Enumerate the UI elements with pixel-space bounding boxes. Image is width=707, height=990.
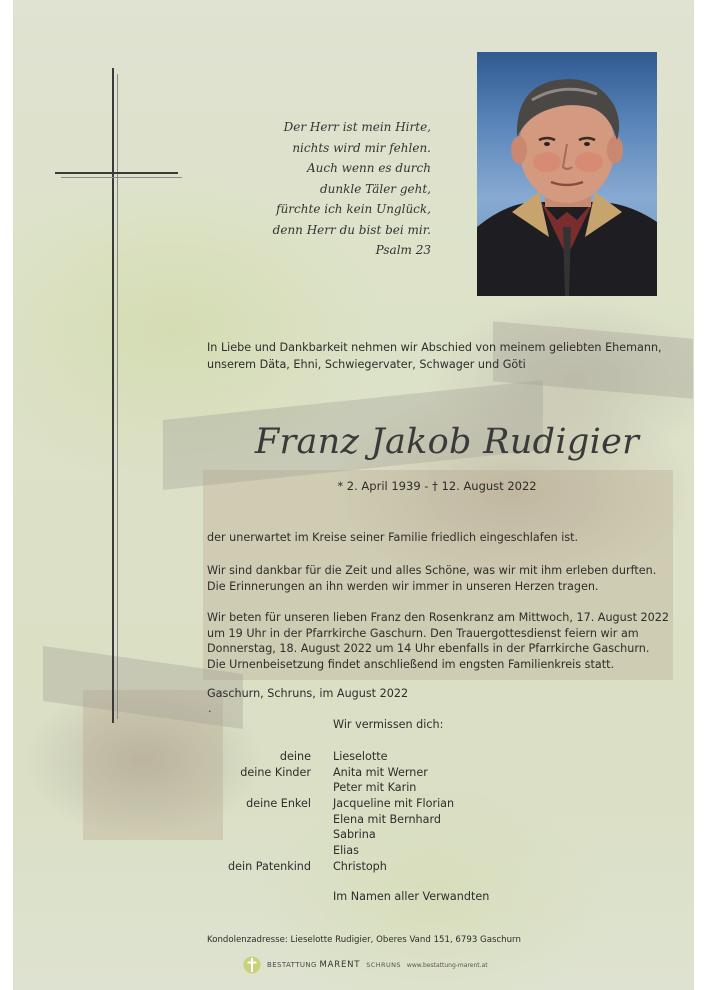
stray-dot: .: [208, 702, 212, 715]
paragraph-line: Die Erinnerungen an ihn werden wir immer in unseren Herzen tragen.: [207, 579, 599, 593]
deceased-name: Franz Jakob Rudigier: [254, 422, 640, 462]
cross-horizontal: [55, 172, 178, 174]
paragraph-line: der unerwartet im Kreise seiner Familie friedlich eingeschlafen ist.: [207, 531, 579, 544]
portrait-photo: [477, 52, 657, 296]
funeral-home-logo-icon: [243, 955, 261, 975]
paragraph-line: Donnerstag, 18. August 2022 um 14 Uhr ebenfalls in der Pfarrkirche Gaschurn.: [207, 642, 650, 656]
psalm-line: Auch wenn es durch: [307, 161, 431, 175]
psalm-line: nichts wird mir fehlen.: [292, 140, 431, 155]
psalm-line: dunkle Täler geht,: [319, 181, 431, 196]
mourner-name: Sabrina: [333, 828, 376, 842]
intro-line: unserem Däta, Ehni, Schwiegervater, Schwager und Göti: [207, 358, 526, 371]
mourner-relation: [163, 812, 311, 828]
mourner-row: [163, 827, 454, 843]
place-date: Gaschurn, Schruns, im August 2022: [207, 687, 409, 700]
mourner-name: Christoph: [333, 859, 387, 873]
closing-line: Im Namen aller Verwandten: [333, 890, 490, 903]
mourner-relation: deine Enkel: [246, 797, 311, 811]
brand-website: www.bestattung-marent.at: [406, 961, 488, 969]
intro-line: In Liebe und Dankbarkeit nehmen wir Abschied von meinem geliebten Ehemann,: [207, 341, 662, 354]
mourner-name: Anita mit Werner: [333, 765, 428, 779]
brand-location: SCHRUNS: [366, 961, 401, 969]
psalm-line: Der Herr ist mein Hirte,: [283, 120, 431, 134]
funeral-home-footer: [243, 954, 488, 976]
brand-name: MARENT: [319, 960, 361, 970]
mourner-name: Peter mit Karin: [333, 781, 417, 795]
we-miss-you: Wir vermissen dich:: [333, 718, 444, 731]
cross-vertical: [112, 68, 114, 723]
mourner-row: [163, 765, 454, 781]
paragraph-line: Die Urnenbeisetzung findet anschließend im engsten Familienkreis statt.: [207, 658, 615, 672]
mourner-row: [163, 796, 454, 812]
psalm-line: denn Herr du bist bei mir.: [272, 222, 431, 237]
mourner-relation: deine Kinder: [240, 765, 311, 779]
portrait-illustration: [477, 52, 657, 296]
psalm-source: Psalm 23: [375, 243, 431, 257]
mourner-row: [163, 780, 454, 796]
mourner-row: [163, 859, 454, 875]
mourner-relation: [163, 827, 311, 843]
paragraph-gratitude: [207, 563, 677, 594]
mourner-name: Lieselotte: [333, 750, 388, 763]
life-dates: * 2. April 1939 - † 12. August 2022: [337, 479, 537, 493]
intro-text: [207, 339, 667, 373]
paragraph-services: [207, 610, 677, 673]
cross-horizontal-shadow: [61, 177, 182, 178]
mourner-row: [163, 749, 454, 765]
mourners-list: [163, 749, 454, 875]
paragraph-line: um 19 Uhr in der Pfarrkirche Gaschurn. Den Trauergottesdienst feiern wir am: [207, 626, 639, 640]
obituary-page: [13, 0, 694, 990]
condolence-address: Kondolenzadresse: Lieselotte Rudigier, Oberes Vand 151, 6793 Gaschurn: [207, 935, 521, 945]
psalm-verse: [223, 117, 431, 261]
mourner-relation: [163, 843, 311, 859]
psalm-line: fürchte ich kein Unglück,: [276, 202, 431, 216]
paragraph-line: Wir beten für unseren lieben Franz den Rosenkranz am Mittwoch, 17. August 2022: [207, 611, 669, 624]
brand-prefix: BESTATTUNG: [267, 961, 317, 969]
mourner-name: Jacqueline mit Florian: [333, 797, 455, 811]
mourner-relation: deine: [279, 750, 311, 763]
paragraph-line: Wir sind dankbar für die Zeit und alles Schöne, was wir mit ihm erleben durften.: [207, 564, 657, 577]
mourner-row: [163, 812, 454, 828]
funeral-home-brand: [267, 960, 360, 970]
mourner-row: [163, 843, 454, 859]
mourner-relation: [163, 780, 311, 796]
mourner-name: Elias: [333, 844, 359, 858]
paragraph-passing: [207, 530, 677, 546]
cross-vertical-shadow: [117, 74, 118, 719]
mourner-name: Elena mit Bernhard: [333, 812, 442, 826]
mourner-relation: dein Patenkind: [228, 859, 311, 873]
